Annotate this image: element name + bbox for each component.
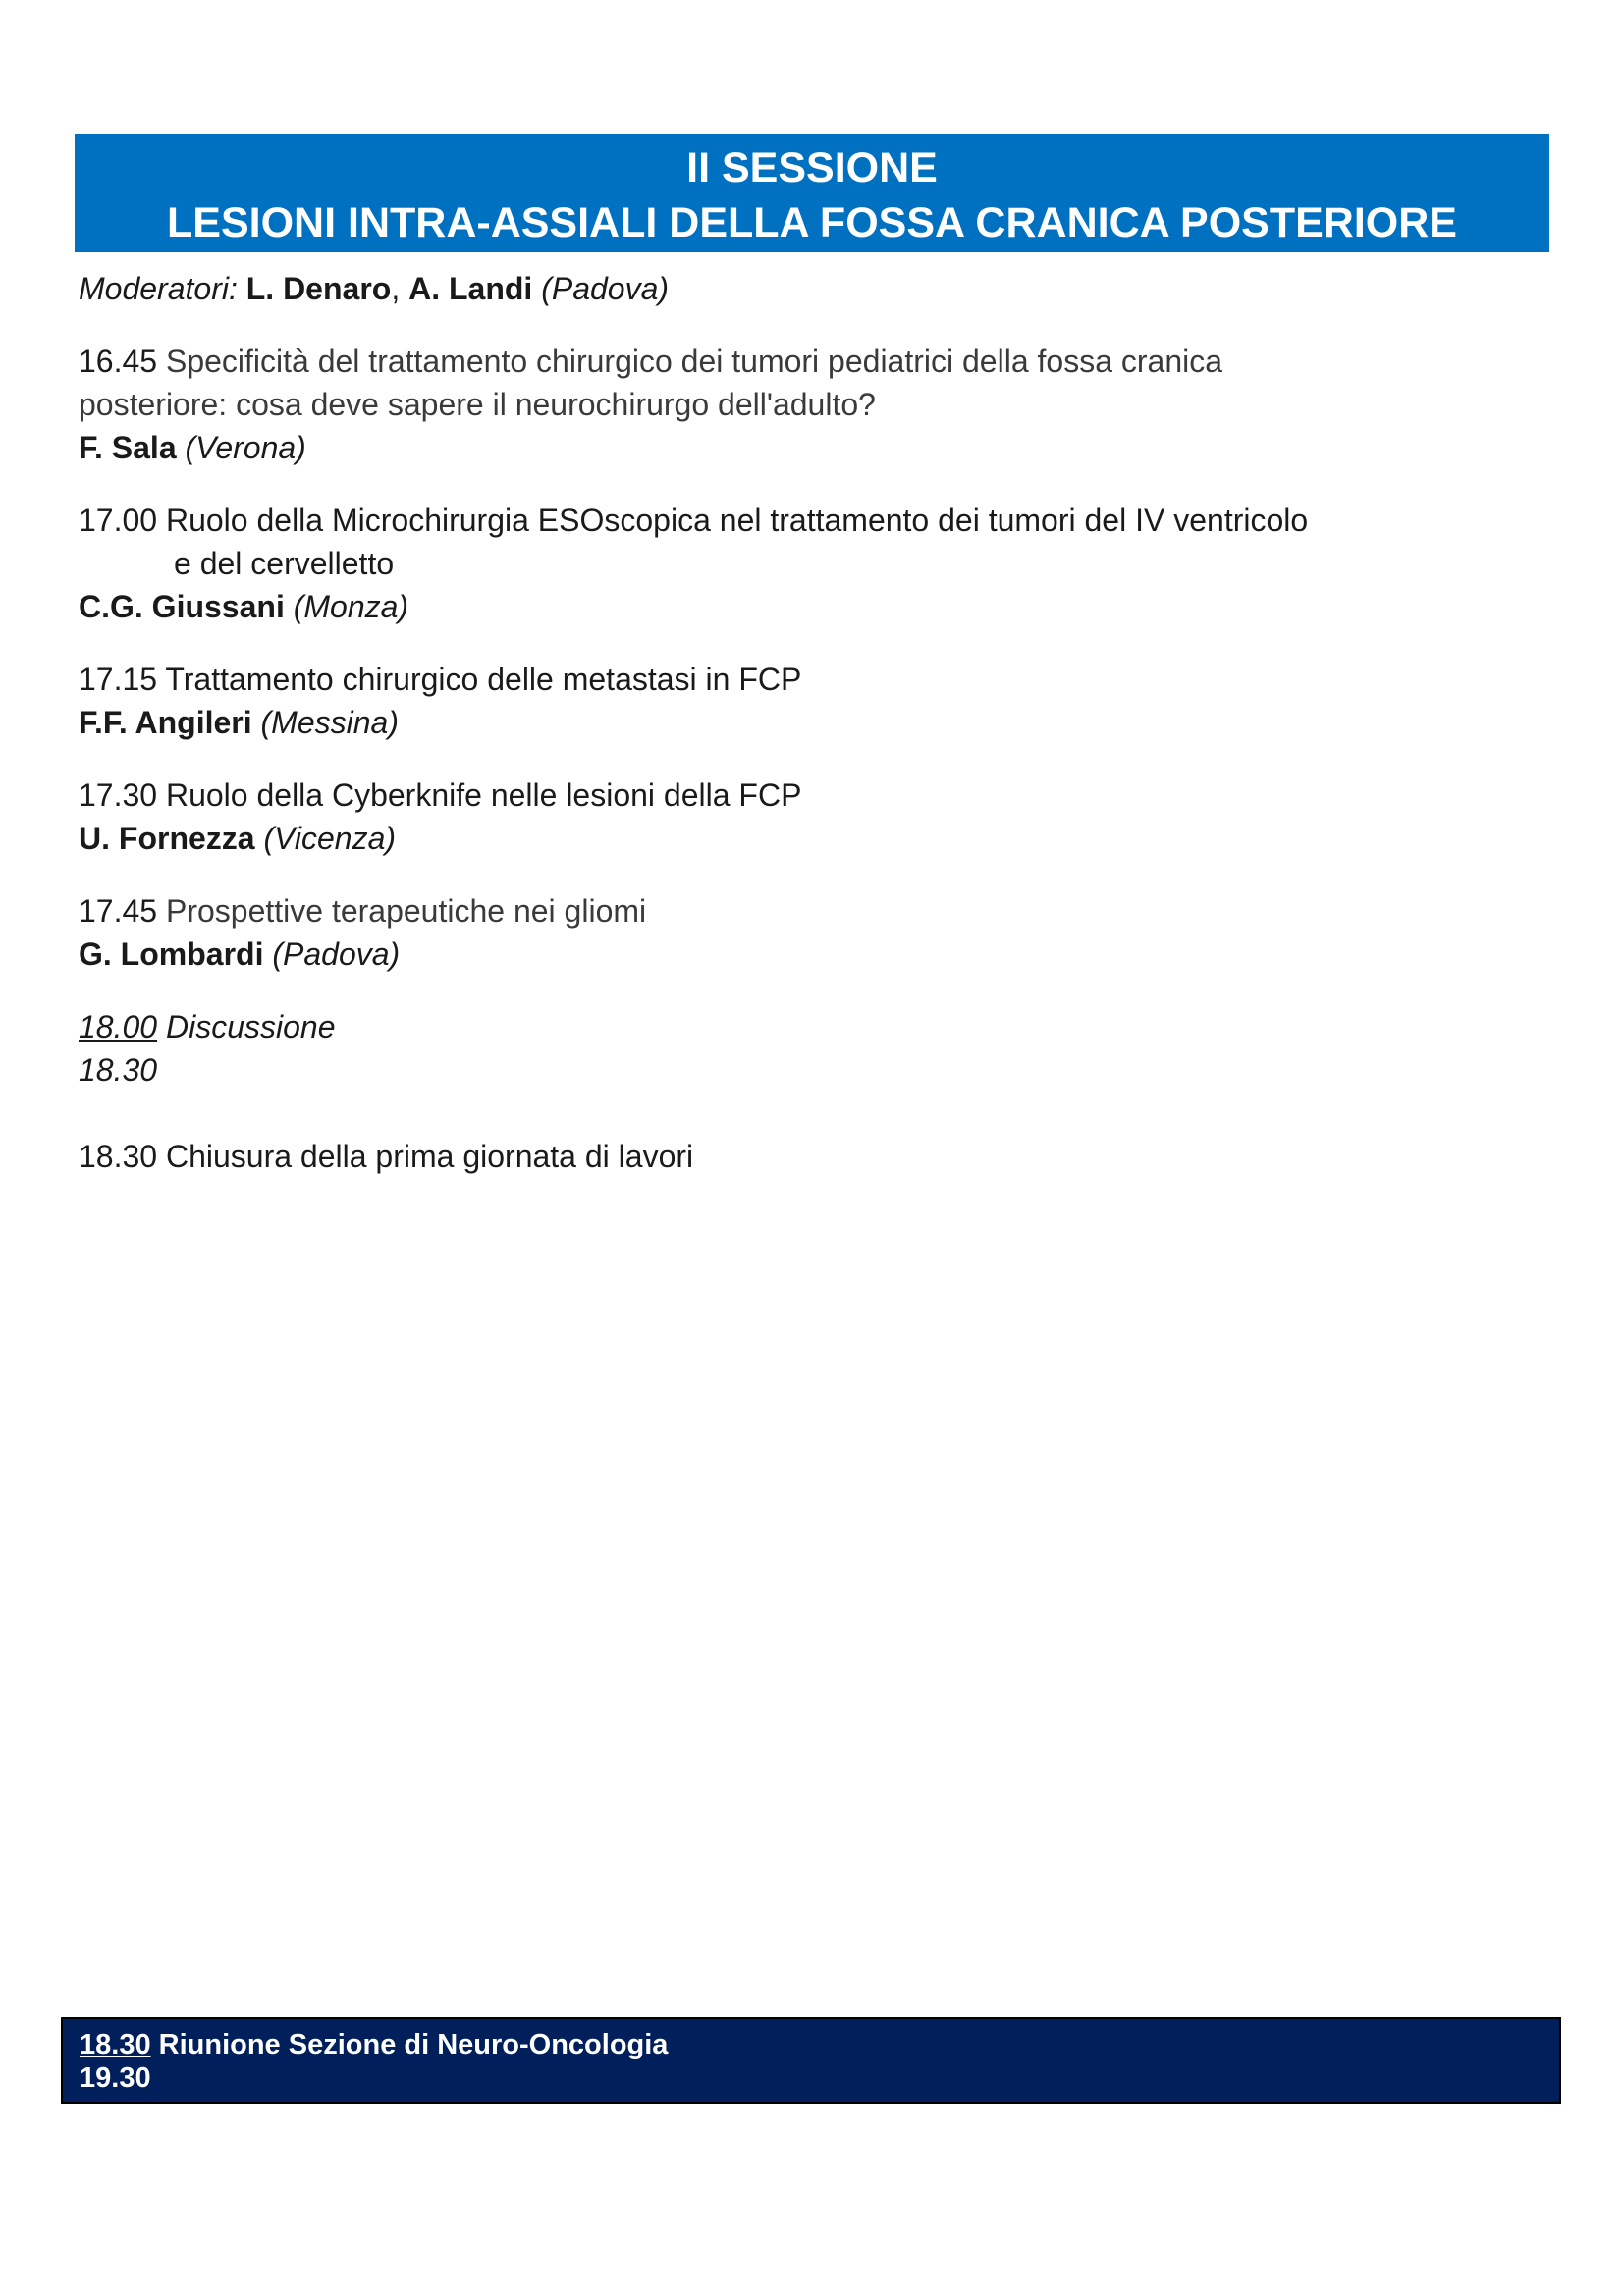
talk-speaker: C.G. Giussani <box>79 589 285 624</box>
moderator-place: (Padova) <box>541 271 670 306</box>
discussion-item <box>79 1005 1532 1092</box>
discussion-label: Discussione <box>165 1009 336 1044</box>
moderators <box>79 267 1532 310</box>
talk-time: 17.45 <box>79 893 158 929</box>
talk-item <box>79 658 1532 744</box>
session-title: LESIONI INTRA-ASSIALI DELLA FOSSA CRANICA POSTERIORE <box>167 199 1457 246</box>
meeting-start-time: 18.30 <box>80 2029 151 2060</box>
talk-title: Ruolo della Microchirurgia ESOscopica nel trattamento dei tumori del IV ventricolo <box>165 503 1309 538</box>
meeting-banner <box>61 2017 1561 2104</box>
session-header <box>75 134 1549 252</box>
moderators-label: Moderatori: <box>79 271 238 306</box>
closing-time: 18.30 <box>79 1139 158 1174</box>
talk-title: e del cervelletto <box>174 546 395 581</box>
moderator-name: A. Landi <box>408 271 533 306</box>
moderator-name: L. Denaro <box>245 271 392 306</box>
talk-time: 17.30 <box>79 777 158 813</box>
talk-item <box>79 340 1532 469</box>
talk-time: 17.00 <box>79 503 158 538</box>
program-content <box>79 267 1532 1178</box>
talk-title: Ruolo della Cyberknife nelle lesioni della FCP <box>165 777 802 813</box>
meeting-end-time: 19.30 <box>80 2062 151 2094</box>
talk-title: Trattamento chirurgico delle metastasi in FCP <box>165 662 802 697</box>
talk-place: (Messina) <box>260 705 399 740</box>
closing-item <box>79 1135 1532 1178</box>
talk-item <box>79 774 1532 860</box>
talk-speaker: G. Lombardi <box>79 936 264 972</box>
meeting-label: Riunione Sezione di Neuro-Oncologia <box>158 2029 669 2060</box>
talk-title: posteriore: cosa deve sapere il neurochirurgo dell'adulto? <box>79 387 876 422</box>
talk-item <box>79 889 1532 976</box>
discussion-end-time: 18.30 <box>79 1052 158 1088</box>
session-number: II SESSIONE <box>686 144 938 191</box>
talk-speaker: F. Sala <box>79 430 177 465</box>
discussion-start-time: 18.00 <box>79 1009 158 1044</box>
talk-item <box>79 499 1532 628</box>
talk-place: (Vicenza) <box>263 821 397 856</box>
talk-place: (Monza) <box>293 589 409 624</box>
talk-speaker: F.F. Angileri <box>79 705 252 740</box>
talk-time: 16.45 <box>79 344 158 379</box>
talk-place: (Padova) <box>272 936 401 972</box>
talk-place: (Verona) <box>185 430 306 465</box>
talk-title: Prospettive terapeutiche nei gliomi <box>165 893 647 929</box>
talk-title: Specificità del trattamento chirurgico dei tumori pediatrici della fossa cranica <box>165 344 1223 379</box>
talk-speaker: U. Fornezza <box>79 821 255 856</box>
talk-time: 17.15 <box>79 662 158 697</box>
moderator-separator: , <box>391 271 401 306</box>
closing-label: Chiusura della prima giornata di lavori <box>165 1139 694 1174</box>
